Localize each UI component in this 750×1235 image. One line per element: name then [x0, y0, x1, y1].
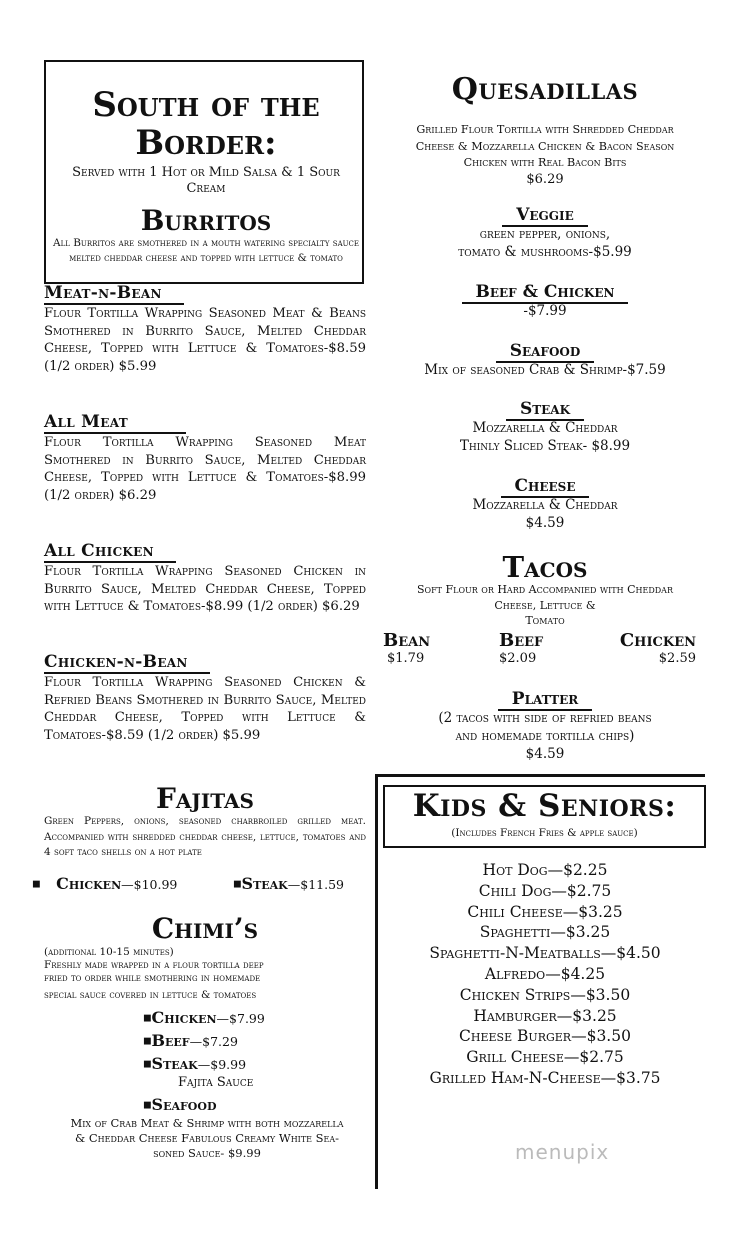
title-subtitle: Served with 1 Hot or Mild Salsa & 1 Sour Cream [72, 165, 340, 196]
item-desc: Mix of seasoned Crab & Shrimp-$7.59 [424, 362, 666, 378]
chimis-steak-option [143, 1054, 246, 1073]
tacos-desc [385, 582, 705, 629]
list-item: Chicken Strips—$3.50 [459, 985, 631, 1004]
burrito-desc: Flour Tortilla Wrapping Seasoned Meat & Beans Smothered in Burrito Sauce, Melted Cheddar Cheese, Topped with Lettuce & Tomatoes-$8.59 (1/2 order) $5.99 [44, 306, 366, 374]
kids-subheading: (Includes French Fries & apple sauce) [451, 827, 638, 839]
kids-list [360, 860, 730, 1089]
burrito-item-all-chicken [44, 541, 366, 616]
kids-heading-box [383, 785, 706, 848]
fajitas-heading: Fajitas [156, 782, 254, 815]
chimis-desc-3: special sauce covered in lettuce & tomatoes [44, 989, 257, 1001]
taco-price: $2.59 [658, 651, 696, 666]
taco-beef [499, 630, 543, 666]
taco-label: Chicken [619, 630, 696, 651]
quesadillas-desc [378, 122, 712, 188]
taco-chicken [600, 630, 696, 666]
burrito-item-all-meat [44, 412, 366, 504]
item-name: Steak [506, 399, 584, 421]
option-label: Steak [151, 1054, 198, 1073]
seafood-desc-1: Mix of Crab Meat & Shrimp with both mozzarella [70, 1116, 344, 1130]
bullet-icon: ■ [143, 1100, 152, 1111]
list-item: Spaghetti-N-Meatballs—$4.50 [429, 944, 661, 963]
quesadilla-cheese [380, 476, 710, 532]
option-label: Beef [151, 1031, 190, 1050]
item-name: Cheese [501, 476, 590, 498]
chimis-desc-1: Freshly made wrapped in a flour tortilla deep [44, 959, 264, 971]
taco-label: Beef [499, 630, 544, 651]
burrito-desc: Flour Tortilla Wrapping Seasoned Meat Smothered in Burrito Sauce, Melted Cheddar Cheese, Topped with Lettuce & Tomatoes-$8.99 (1/2 order) $6.29 [44, 435, 366, 503]
quesadillas-desc-3: Chicken with Real Bacon Bits [463, 156, 627, 169]
item-price: -$7.99 [523, 303, 567, 319]
quesadilla-beef-chicken [380, 282, 710, 320]
page-title [46, 86, 366, 162]
title-line-1: South of the [92, 85, 320, 125]
quesadilla-steak [380, 399, 710, 455]
quesadillas-desc-2: Cheese & Mozzarella Chicken & Bacon Season [415, 139, 675, 153]
tacos-heading: Tacos [502, 550, 588, 584]
option-price: —$7.99 [216, 1011, 265, 1026]
tacos-desc-3: Tomato [525, 614, 565, 627]
quesadilla-veggie [380, 205, 710, 261]
option-price: —$7.29 [189, 1034, 238, 1049]
burrito-name: All Meat [44, 412, 186, 434]
list-item: Hamburger—$3.25 [473, 1006, 617, 1025]
burritos-heading: Burritos [140, 204, 272, 237]
title-box [44, 60, 364, 284]
fajitas-chicken-option [32, 874, 177, 893]
taco-label: Bean [383, 630, 431, 651]
item-name: Platter [498, 689, 592, 711]
burrito-desc: Flour Tortilla Wrapping Seasoned Chicken & Refried Beans Smothered in Burrito Sauce, Melted Cheddar Cheese, Topped with Lettuce & Tomatoes-$8.59 (1/2 order) $5.99 [44, 675, 366, 743]
item-name: Beef & Chicken [462, 282, 629, 304]
chimis-seafood-desc [40, 1116, 374, 1161]
option-price: —$9.99 [197, 1057, 247, 1072]
burrito-name: All Chicken [44, 541, 176, 563]
burrito-desc: Flour Tortilla Wrapping Seasoned Chicken in Burrito Sauce, Melted Cheddar Cheese, Topped with Lettuce & Tomatoes-$8.99 (1/2 order) $6.29 [44, 564, 366, 614]
chimis-seafood-option [143, 1095, 217, 1114]
option-price: —$11.59 [287, 877, 344, 892]
item-desc-1: green pepper, onions, [479, 226, 611, 242]
watermark-logo: menupix [515, 1140, 610, 1164]
item-price: $4.59 [525, 746, 565, 762]
list-item: Grill Cheese—$2.75 [466, 1048, 624, 1067]
bullet-icon: ■ [143, 1013, 152, 1024]
bullet-icon: ■ [233, 879, 242, 890]
list-item: Grilled Ham-N-Cheese—$3.75 [429, 1068, 661, 1087]
item-name: Veggie [502, 205, 588, 227]
kids-frame-top-rule [375, 774, 705, 777]
burrito-name: Chicken-n-Bean [44, 652, 210, 674]
chimis-desc-2: fried to order while smothering in homemade [44, 972, 261, 984]
kids-heading: Kids & Seniors: [412, 788, 677, 824]
quesadillas-price: $6.29 [526, 171, 564, 187]
chimis-heading: Chimi’s [151, 912, 259, 945]
item-name: Seafood [496, 341, 595, 363]
option-price: —$10.99 [121, 877, 178, 892]
item-desc-2: and homemade tortilla chips) [455, 728, 635, 744]
chimis-note: (additional 10-15 minutes) [44, 946, 174, 958]
chimis-chicken-option [143, 1008, 265, 1027]
burrito-name: Meat-n-Bean [44, 283, 184, 305]
quesadillas-desc-1: Grilled Flour Tortilla with Shredded Cheddar [416, 123, 674, 136]
list-item: Chili Cheese—$3.25 [467, 902, 623, 921]
seafood-desc-2: & Cheddar Cheese Fabulous Creamy White Sea- [74, 1131, 340, 1145]
list-item: Alfredo—$4.25 [484, 964, 606, 983]
taco-bean [383, 630, 430, 666]
chimis-beef-option [143, 1031, 238, 1050]
burrito-item-chicken-n-bean [44, 652, 366, 744]
chimis-fajita-sauce: Fajita Sauce [178, 1075, 254, 1090]
list-item: Chili Dog—$2.75 [478, 881, 612, 900]
list-item: Cheese Burger—$3.50 [459, 1027, 631, 1046]
option-label: Chicken [151, 1008, 217, 1027]
taco-price: $2.09 [499, 651, 537, 666]
chimis-info [44, 946, 374, 1002]
item-desc-1: Mozzarella & Cheddar [472, 420, 618, 436]
tacos-desc-1: Soft Flour or Hard Accompanied with Cheddar [417, 583, 673, 596]
list-item: Spaghetti—$3.25 [479, 923, 611, 942]
burrito-item-meat-n-bean [44, 283, 366, 375]
quesadilla-seafood [380, 341, 710, 379]
option-label: Steak [241, 874, 288, 893]
seafood-desc-3: soned Sauce- $9.99 [153, 1146, 261, 1160]
list-item: Hot Dog—$2.25 [482, 861, 608, 879]
item-price: $4.59 [525, 515, 565, 531]
quesadillas-heading: Quesadillas [451, 72, 639, 107]
item-desc-2: Thinly Sliced Steak- $8.99 [459, 438, 631, 454]
option-label: Chicken [56, 874, 122, 893]
option-label: Seafood [151, 1095, 217, 1114]
title-line-2: Border: [135, 123, 277, 163]
fajitas-desc: Green Peppers, onions, seasoned charbroiled grilled meat. Accompanied with shredded cheddar cheese, lettuce, tomatoes and 4 soft taco shells on a hot plate [44, 815, 366, 858]
fajitas-steak-option [233, 874, 344, 893]
bullet-icon: ■ [143, 1036, 152, 1047]
taco-price: $1.79 [387, 651, 425, 666]
tacos-desc-2: Cheese, Lettuce & [494, 598, 596, 612]
burritos-note: All Burritos are smothered in a mouth watering specialty sauce melted cheddar cheese and topped with lettuce & tomato [52, 237, 359, 264]
taco-platter [380, 689, 710, 763]
item-desc-2: tomato & mushrooms-$5.99 [458, 244, 632, 260]
item-desc: Mozzarella & Cheddar [472, 497, 618, 513]
bullet-icon: ■ [32, 879, 41, 890]
bullet-icon: ■ [143, 1059, 152, 1070]
item-desc-1: (2 tacos with side of refried beans [438, 710, 652, 726]
